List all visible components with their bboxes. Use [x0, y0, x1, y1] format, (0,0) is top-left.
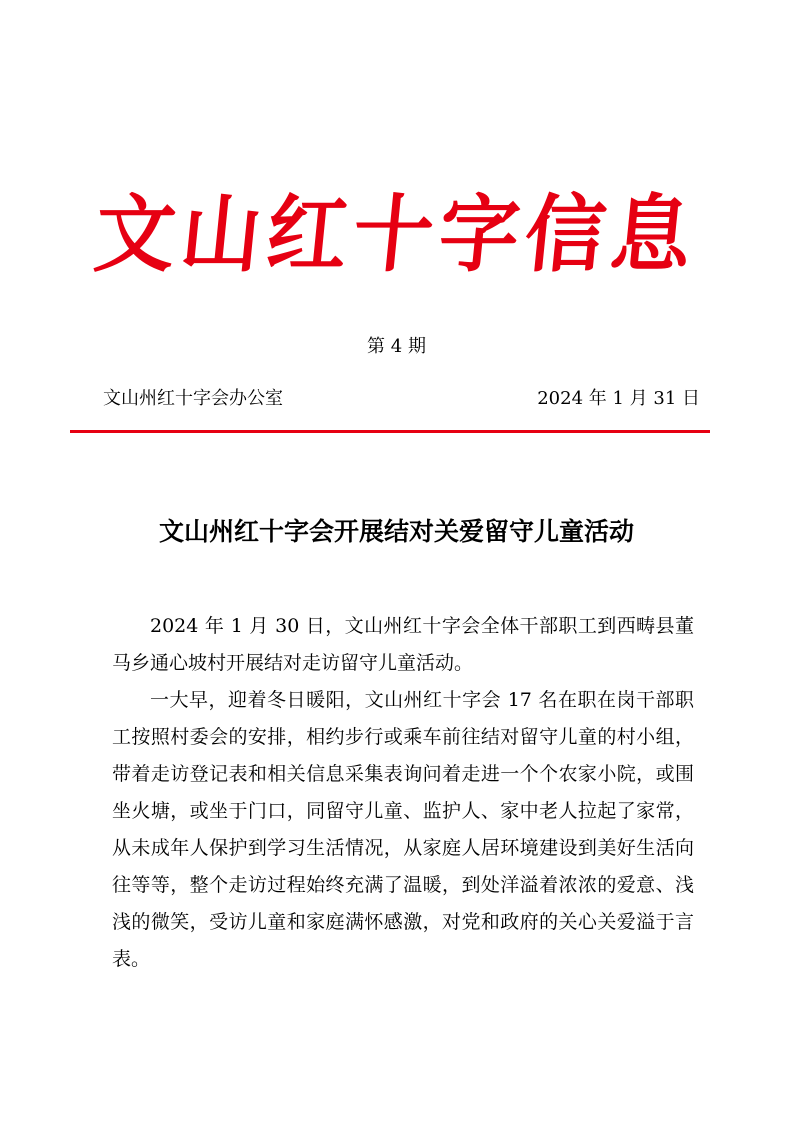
article-headline: 文山州红十字会开展结对关爱留守儿童活动 — [158, 517, 634, 546]
masthead — [0, 172, 793, 282]
masthead-title: 文山红十字信息 — [89, 184, 702, 284]
article-body — [112, 608, 694, 978]
issuing-office: 文山州红十字会办公室 — [103, 388, 283, 409]
issue-number: 第 4 期 — [367, 336, 426, 357]
meta-row — [103, 384, 708, 410]
paragraph: 一大早，迎着冬日暖阳，文山州红十字会 17 名在职在岗干部职工按照村委会的安排，相约步行或乘车前往结对留守儿童的村小组，带着走访登记表和相关信息采集表询问着走进一个个农家小院，或围坐火塘，或坐于门口，同留守儿童、监护人、家中老人拉起了家常，从未成年人保护到学习生活情况，从家庭人居环境建设到美好生活向往等等，整个走访过程始终充满了温暖，到处洋溢着浓浓的爱意、浅浅的微笑，受访儿童和家庭满怀感激，对党和政府的关心关爱溢于言表。 — [112, 689, 694, 970]
issue-date: 2024 年 1 月 31 日 — [537, 388, 700, 409]
red-divider — [70, 430, 710, 433]
paragraph: 2024 年 1 月 30 日，文山州红十字会全体干部职工到西畴县董马乡通心坡村开展结对走访留守儿童活动。 — [112, 615, 694, 674]
